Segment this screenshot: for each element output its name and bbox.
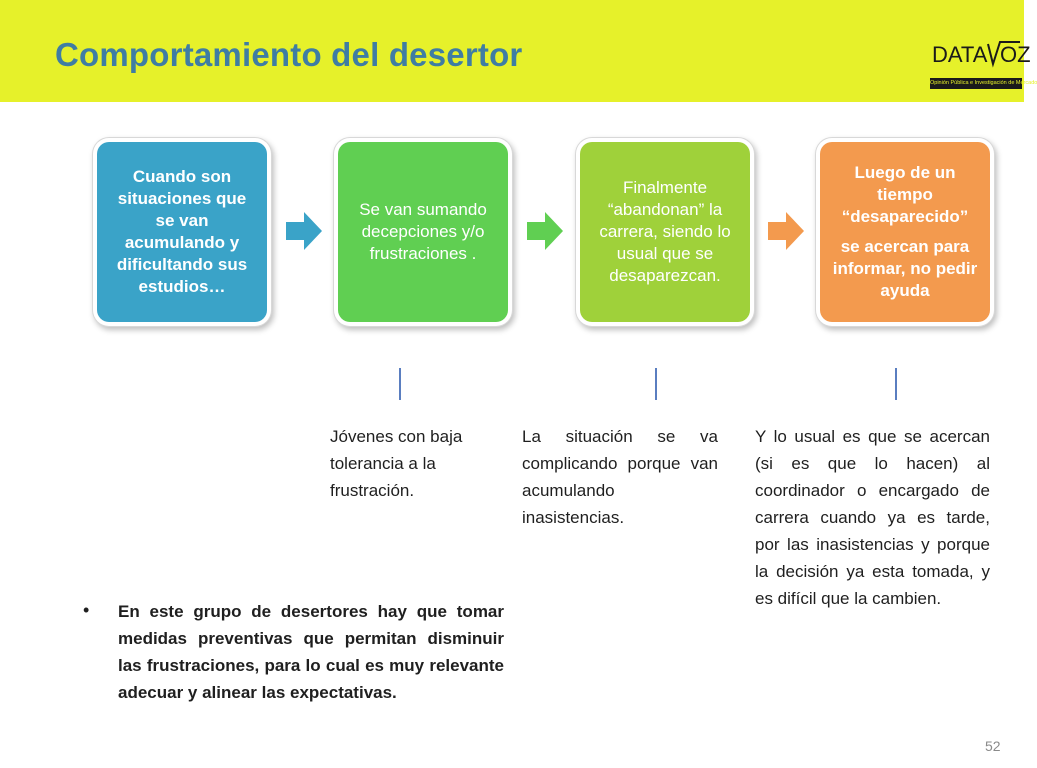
datavoz-logo [930, 36, 1037, 92]
bullet-dot-icon: • [83, 600, 90, 620]
process-step-3-text: Finalmente “abandonan” la carrera, siendo lo usual que se desaparezcan. [599, 178, 731, 285]
header-bar [0, 0, 1037, 102]
note-low-tolerance: Jóvenes con baja tolerancia a la frustración. [330, 427, 463, 500]
connector-line [895, 368, 897, 400]
process-step-1 [97, 142, 267, 322]
datavoz-logo-mark [930, 36, 1031, 76]
process-step-1-text: Cuando son situaciones que se van acumulando y dificultando sus estudios… [116, 167, 248, 296]
note-coordinator: Y lo usual es que se acercan (si es que lo hacen) al coordinador o encargado de carrera cuando ya es tarde, por las inasistencias y porque la decisión ya esta tomada, y es difícil que la cambien. [755, 427, 990, 608]
bullet-text: En este grupo de desertores hay que tomar medidas preventivas que permitan disminuir las frustraciones, para lo cual es muy relevante adecuar y alinear las expectativas. [118, 602, 504, 702]
arrow-right-icon [527, 212, 563, 250]
connector-line [655, 368, 657, 400]
svg-text:OZ: OZ [1000, 42, 1031, 67]
process-step-3 [580, 142, 750, 322]
arrow-right-icon [286, 212, 322, 250]
process-step-4-text-b: se acercan para informar, no pedir ayuda [832, 237, 978, 300]
arrow-right-icon [768, 212, 804, 250]
process-step-4-text-a: Luego de un tiempo “desaparecido” [841, 163, 969, 226]
note-absences: La situación se va complicando porque van acumulando inasistencias. [522, 427, 718, 527]
process-step-4 [820, 142, 990, 322]
connector-line [399, 368, 401, 400]
process-step-2 [338, 142, 508, 322]
slide-title: Comportamiento del desertor [55, 36, 523, 73]
logo-tagline: Opinión Pública e Investigación de Mercado [930, 78, 1022, 89]
svg-text:DATA: DATA [932, 42, 988, 67]
process-step-2-text: Se van sumando decepciones y/o frustraciones . [359, 200, 487, 263]
page-number: 52 [985, 738, 1001, 754]
